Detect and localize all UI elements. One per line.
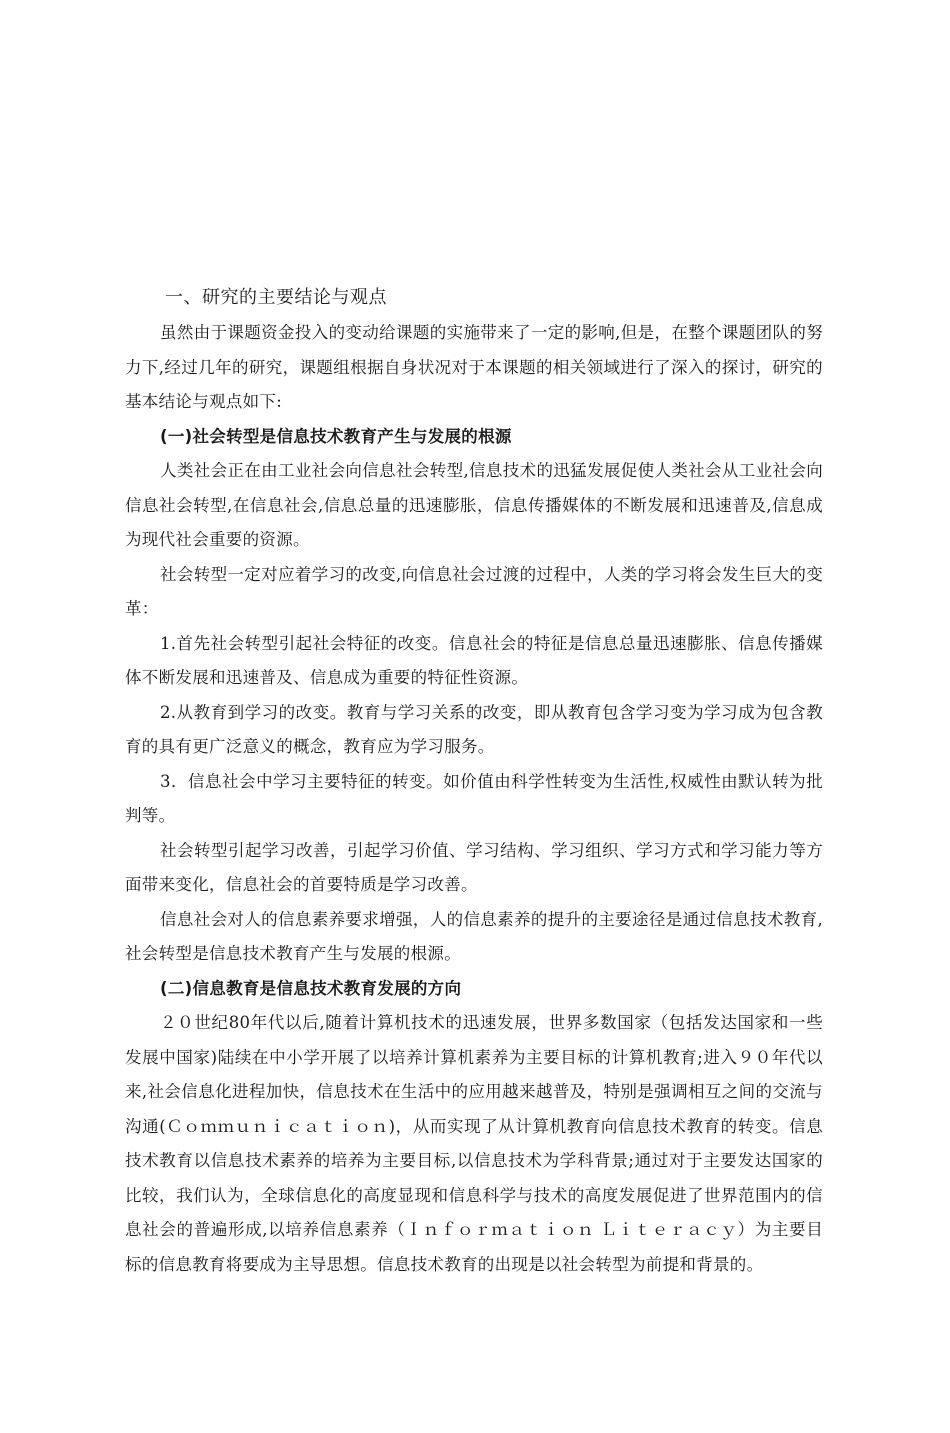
section-1-paragraph-4: 信息社会对人的信息素养要求增强，人的信息素养的提升的主要途径是通过信息技术教育,社会转型是信息技术教育产生与发展的根源。 (125, 909, 823, 963)
section-1-title: (一)社会转型是信息技术教育产生与发展的根源 (160, 426, 512, 446)
chapter-heading: 一、研究的主要结论与观点 (165, 287, 387, 308)
section-1-item-1: 1.首先社会转型引起社会特征的改变。信息社会的特征是信息总量迅速膨胀、信息传播媒体不断发展和迅速普及、信息成为重要的特征性资源。 (125, 633, 823, 687)
section-1-item-3: 3．信息社会中学习主要特征的转变。如价值由科学性转变为生活性,权威性由默认转为批判等。 (125, 771, 823, 825)
document-body (125, 284, 823, 1282)
section-1-item-2: 2.从教育到学习的改变。教育与学习关系的改变，即从教育包含学习变为学习成为包含教育的具有更广泛意义的概念，教育应为学习服务。 (125, 702, 823, 756)
section-2-title: (二)信息教育是信息技术教育发展的方向 (160, 978, 462, 998)
section-1-paragraph-1: 人类社会正在由工业社会向信息社会转型,信息技术的迅猛发展促使人类社会从工业社会向信息社会转型,在信息社会,信息总量的迅速膨胀，信息传播媒体的不断发展和迅速普及,信息成为现代社会重要的资源。 (125, 461, 823, 549)
intro-paragraph: 虽然由于课题资金投入的变动给课题的实施带来了一定的影响,但是，在整个课题团队的努力下,经过几年的研究，课题组根据自身状况对于本课题的相关领域进行了深入的探讨，研究的基本结论与观点如下: (125, 323, 823, 411)
section-1-paragraph-2: 社会转型一定对应着学习的改变,向信息社会过渡的过程中，人类的学习将会发生巨大的变革： (125, 564, 823, 618)
section-2-paragraph-1: ２０世纪80年代以后,随着计算机技术的迅速发展，世界多数国家（包括发达国家和一些发展中国家)陆续在中小学开展了以培养计算机素养为主要目标的计算机教育;进入９０年代以来,社会信息化进程加快，信息技术在生活中的应用越来越普及，特别是强调相互之间的交流与沟通(Ｃｏｍｍｕｎｉｃａｔｉｏｎ)，从而实现了从计算机教育向信息技术教育的转变。信息技术教育以信息技术素养的培养为主要目标,以信息技术为学科背景;通过对于主要发达国家的比较，我们认为，全球信息化的高度显现和信息科学与技术的高度发展促进了世界范围内的信息社会的普遍形成,以培养信息素养（Ｉｎｆｏｒｍａｔｉｏｎ Ｌｉｔｅｒａｃｙ）为主要目标的信息教育将要成为主导思想。信息技术教育的出现是以社会转型为前提和背景的。 (125, 1013, 823, 1274)
section-1-paragraph-3: 社会转型引起学习改善，引起学习价值、学习结构、学习组织、学习方式和学习能力等方面带来变化，信息社会的首要特质是学习改善。 (125, 840, 823, 894)
